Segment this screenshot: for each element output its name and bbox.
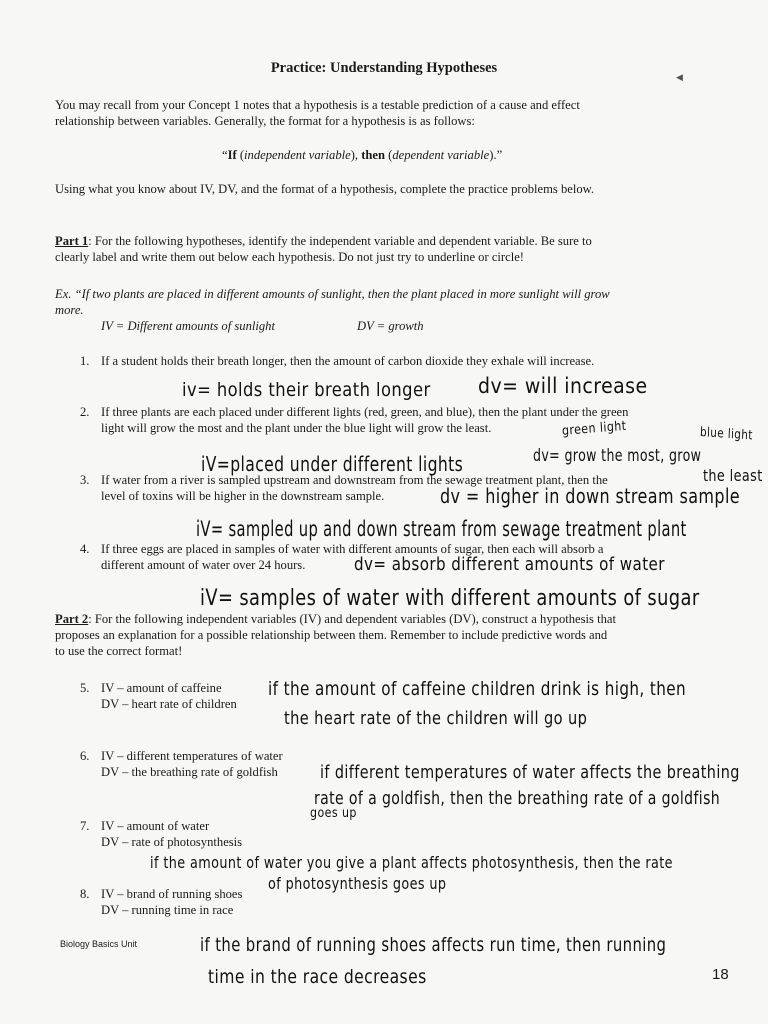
answer-2-iv: iV=placed under different lights (201, 452, 464, 476)
format-close: ).” (489, 148, 503, 162)
item-7-iv: IV – amount of water (101, 819, 210, 833)
item-6-iv: IV – different temperatures of water (101, 749, 283, 763)
answer-4-dv: dv= absorb different amounts of water (354, 554, 665, 575)
format-if: If (227, 148, 237, 162)
example-line-2: more. (55, 303, 84, 317)
item-3-text-2: level of toxins will be higher in the downstream sample. (101, 489, 385, 503)
page-number: 18 (712, 966, 729, 983)
hypothesis-format: “If (independent variable), then (dependent variable).” (222, 148, 503, 162)
part1-heading: Part 1 (55, 234, 89, 248)
answer-6-line-3: goes up (310, 806, 357, 821)
part2-instructions (55, 611, 616, 628)
answer-1-dv: dv= will increase (478, 374, 648, 398)
intro-line-2: relationship between variables. Generally, the format for a hypothesis is as follows: (55, 114, 475, 128)
answer-3-dv: dv = higher in down stream sample (440, 484, 741, 508)
item-6-dv: DV – the breathing rate of goldfish (101, 765, 278, 779)
item-8-number: 8. (80, 887, 90, 901)
item-3-text-1: If water from a river is sampled upstream and downstream from the sewage treatment plant, then the (101, 473, 608, 487)
item-7-number: 7. (80, 819, 90, 833)
part1-text-1: : For the following hypotheses, identify the independent variable and dependent variable. Be sure to (88, 234, 592, 248)
item-3-number: 3. (80, 473, 90, 487)
example-iv: IV = Different amounts of sunlight (101, 319, 275, 333)
answer-7-line-1: if the amount of water you give a plant affects photosynthesis, then the rate (150, 853, 673, 872)
item-7-dv: DV – rate of photosynthesis (101, 835, 243, 849)
part1-instructions (55, 233, 592, 250)
item-1-text: If a student holds their breath longer, then the amount of carbon dioxide they exhale will increase. (101, 354, 595, 368)
item-8-iv: IV – brand of running shoes (101, 887, 243, 901)
item-2-text-1: If three plants are each placed under different lights (red, green, and blue), then the plant under the green (101, 405, 629, 419)
answer-2-least-note: the least (703, 466, 763, 485)
part2-text-2: proposes an explanation for a possible relationship between them. Remember to include predictive words and (55, 628, 608, 642)
intro-line-1: You may recall from your Concept 1 notes that a hypothesis is a testable prediction of a cause and effect (55, 98, 580, 112)
answer-2-green-note: green light (561, 418, 627, 439)
example-line-1: Ex. “If two plants are placed in different amounts of sunlight, then the plant placed in more sunlight will grow (55, 287, 610, 301)
item-5-dv: DV – heart rate of children (101, 697, 237, 711)
part2-heading: Part 2 (55, 612, 89, 626)
item-1-number: 1. (80, 354, 90, 368)
item-4-text-2: different amount of water over 24 hours. (101, 558, 306, 572)
item-8-dv: DV – running time in race (101, 903, 234, 917)
item-2-number: 2. (80, 405, 90, 419)
answer-2-blue-note: blue light (699, 425, 754, 444)
format-iv: independent variable (244, 148, 351, 162)
page-title: Practice: Understanding Hypotheses (270, 60, 498, 76)
format-then: then (361, 148, 386, 162)
item-5-number: 5. (80, 681, 90, 695)
item-2-text-2: light will grow the most and the plant under the blue light will grow the least. (101, 421, 492, 435)
part1-text-2: clearly label and write them out below each hypothesis. Do not just try to underline or circle! (55, 250, 524, 264)
intro-line-3: Using what you know about IV, DV, and the format of a hypothesis, complete the practice problems below. (55, 182, 595, 196)
answer-5-line-1: if the amount of caffeine children drink is high, then (268, 678, 687, 700)
format-dv: dependent variable (392, 148, 490, 162)
item-5-iv: IV – amount of caffeine (101, 681, 222, 695)
part2-text-1: : For the following independent variables (IV) and dependent variables (DV), construct a hypothesis that (88, 612, 616, 626)
answer-6-line-2: rate of a goldfish, then the breathing rate of a goldfish (314, 788, 721, 809)
part2-text-3: to use the correct format! (55, 644, 183, 658)
answer-5-line-2: the heart rate of the children will go up (284, 708, 588, 729)
stray-mark: ◀ (676, 72, 683, 82)
item-4-number: 4. (80, 542, 90, 556)
item-6-number: 6. (80, 749, 90, 763)
item-4-text-1: If three eggs are placed in samples of water with different amounts of sugar, then each will absorb a (101, 542, 604, 556)
footer-unit: Biology Basics Unit (60, 939, 138, 949)
answer-2-dv: dv= grow the most, grow (533, 446, 702, 466)
answer-6-line-1: if different temperatures of water affects the breathing (320, 762, 740, 783)
answer-3-iv: iV= sampled up and down stream from sewage treatment plant (196, 517, 687, 541)
answer-8-line-2: time in the race decreases (208, 966, 427, 988)
answer-4-iv: iV= samples of water with different amounts of sugar (200, 586, 700, 611)
example-dv: DV = growth (357, 319, 424, 333)
answer-1-iv: iv= holds their breath longer (182, 379, 431, 401)
answer-8-line-1: if the brand of running shoes affects run time, then running (200, 934, 667, 956)
answer-7-line-2: of photosynthesis goes up (268, 874, 447, 893)
format-open-quote: “ (222, 148, 228, 162)
